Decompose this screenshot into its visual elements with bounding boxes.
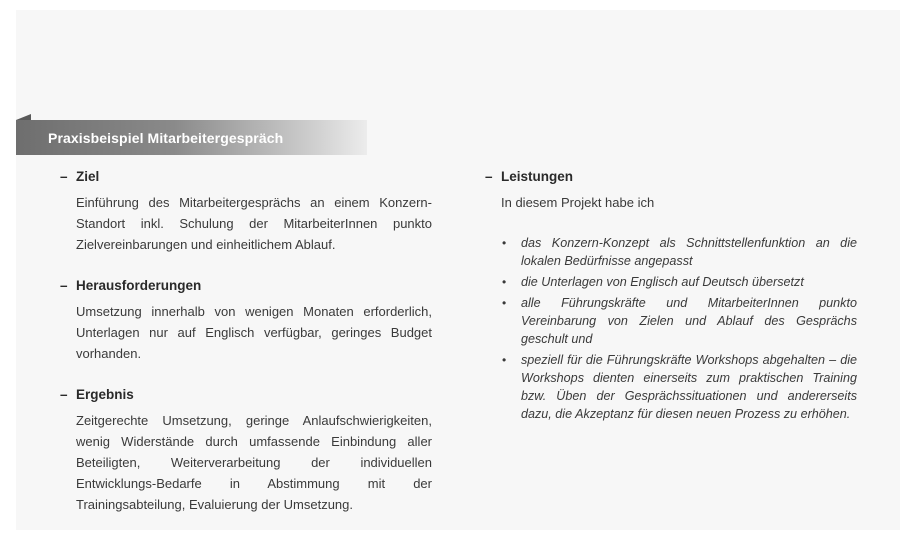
dash-marker: –: [60, 387, 68, 402]
heading-text: Ergebnis: [76, 387, 134, 402]
bullet-icon: •: [502, 275, 507, 289]
intro-text: In diesem Projekt habe ich: [501, 195, 655, 210]
section-ergebnis: [60, 384, 432, 515]
section-heading: [485, 166, 857, 187]
section-ziel: [60, 166, 432, 255]
bullet-icon: •: [502, 236, 507, 250]
list-item: [501, 351, 857, 423]
list-item: [501, 273, 857, 291]
dash-marker: –: [485, 169, 493, 184]
header-bar: [16, 120, 367, 155]
section-herausforderungen: [60, 275, 432, 364]
heading-text: Leistungen: [501, 169, 574, 184]
section-heading: [60, 166, 432, 187]
section-text: Umsetzung innerhalb von wenigen Monaten erforderlich, Unterlagen nur auf Englisch verfügbar, geringes Budget vorhanden.: [76, 304, 432, 361]
heading-text: Herausforderungen: [76, 278, 202, 293]
heading-text: Ziel: [76, 169, 100, 184]
list-item: [501, 294, 857, 348]
list-item-text: die Unterlagen von Englisch auf Deutsch übersetzt: [521, 275, 804, 289]
left-column: [60, 166, 432, 535]
bullet-icon: •: [502, 353, 507, 367]
section-heading: [60, 275, 432, 296]
list-item-text: alle Führungskräfte und MitarbeiterInnen punkto Vereinbarung von Zielen und Ablauf des Gesprächs geschult und: [521, 296, 857, 346]
right-column: [485, 166, 857, 426]
section-text: Zeitgerechte Umsetzung, geringe Anlaufschwierigkeiten, wenig Widerstände durch umfassende Einbindung aller Beteiligten, Weiterverarbeitung der individuellen Entwicklungs-Bedarfe in Abstimmung mit der Trainingsabteilung, Evaluierung der Umsetzung.: [76, 413, 432, 512]
dash-marker: –: [60, 169, 68, 184]
list-item: [501, 234, 857, 270]
bullet-icon: •: [502, 296, 507, 310]
list-item-text: das Konzern-Konzept als Schnittstellenfunktion an die lokalen Bedürfnisse angepasst: [521, 236, 857, 268]
dash-marker: –: [60, 278, 68, 293]
page-title: Praxisbeispiel Mitarbeitergespräch: [48, 129, 284, 146]
section-text: Einführung des Mitarbeitergesprächs an einem Konzern-Standort inkl. Schulung der MitarbeiterInnen punkto Zielvereinbarungen und einheitlichem Ablauf.: [76, 195, 432, 252]
bullet-list: [501, 234, 857, 423]
list-item-text: speziell für die Führungskräfte Workshops abgehalten – die Workshops dienten einerseits zum praktischen Training bzw. Üben der Gesprächssituationen und andererseits dazu, die Akzeptanz für diesen neuen Prozess zu erhöhen.: [521, 353, 857, 421]
section-heading: [60, 384, 432, 405]
